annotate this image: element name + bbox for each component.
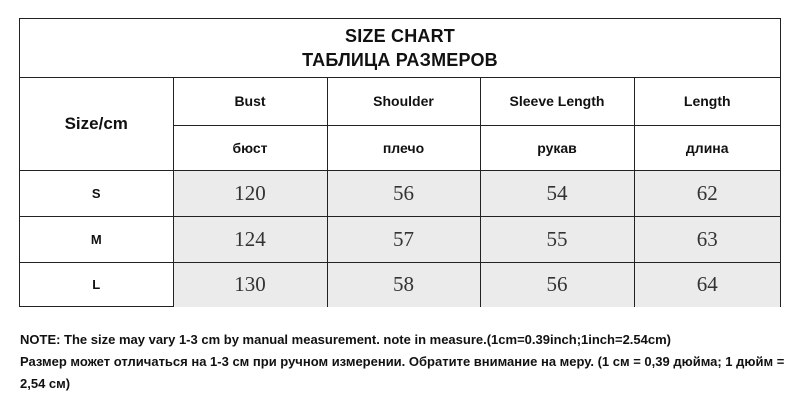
note-russian: Размер может отличаться на 1-3 см при ручном измерении. Обратите внимание на меру. (1 см = 0,39 дюйма; 1 дюйм = 2,54 см) — [20, 354, 785, 391]
table-row — [20, 216, 780, 262]
size-unit-header: Size/cm — [20, 78, 173, 170]
size-chart — [19, 18, 781, 307]
note-english: NOTE: The size may vary 1-3 cm by manual measurement. note in measure.(1cm=0.39inch;1inch=2.54cm) — [20, 332, 671, 347]
table-cell: 124 — [173, 216, 327, 262]
chart-title-block — [20, 19, 780, 78]
table-cell: 56 — [480, 262, 634, 307]
table-cell: 63 — [634, 216, 780, 262]
table-row — [20, 170, 780, 216]
column-header-bust: Bust — [173, 78, 327, 125]
size-table — [20, 78, 780, 307]
chart-title-russian: ТАБЛИЦА РАЗМЕРОВ — [302, 50, 498, 70]
size-label-l: L — [20, 262, 173, 307]
table-cell: 57 — [327, 216, 480, 262]
table-cell: 130 — [173, 262, 327, 307]
column-header-sleeve-length: Sleeve Length — [480, 78, 634, 125]
column-header-shoulder-ru: плечо — [327, 125, 480, 170]
table-cell: 54 — [480, 170, 634, 216]
column-header-sleeve-length-ru: рукав — [480, 125, 634, 170]
column-header-length: Length — [634, 78, 780, 125]
table-cell: 55 — [480, 216, 634, 262]
chart-title-english: SIZE CHART — [345, 26, 455, 46]
size-label-s: S — [20, 170, 173, 216]
column-header-shoulder: Shoulder — [327, 78, 480, 125]
table-cell: 56 — [327, 170, 480, 216]
column-header-bust-ru: бюст — [173, 125, 327, 170]
size-label-m: M — [20, 216, 173, 262]
table-row — [20, 262, 780, 307]
table-cell: 64 — [634, 262, 780, 307]
table-cell: 58 — [327, 262, 480, 307]
table-cell: 62 — [634, 170, 780, 216]
table-cell: 120 — [173, 170, 327, 216]
header-row-english — [20, 78, 780, 125]
column-header-length-ru: длина — [634, 125, 780, 170]
measurement-note — [20, 329, 790, 395]
